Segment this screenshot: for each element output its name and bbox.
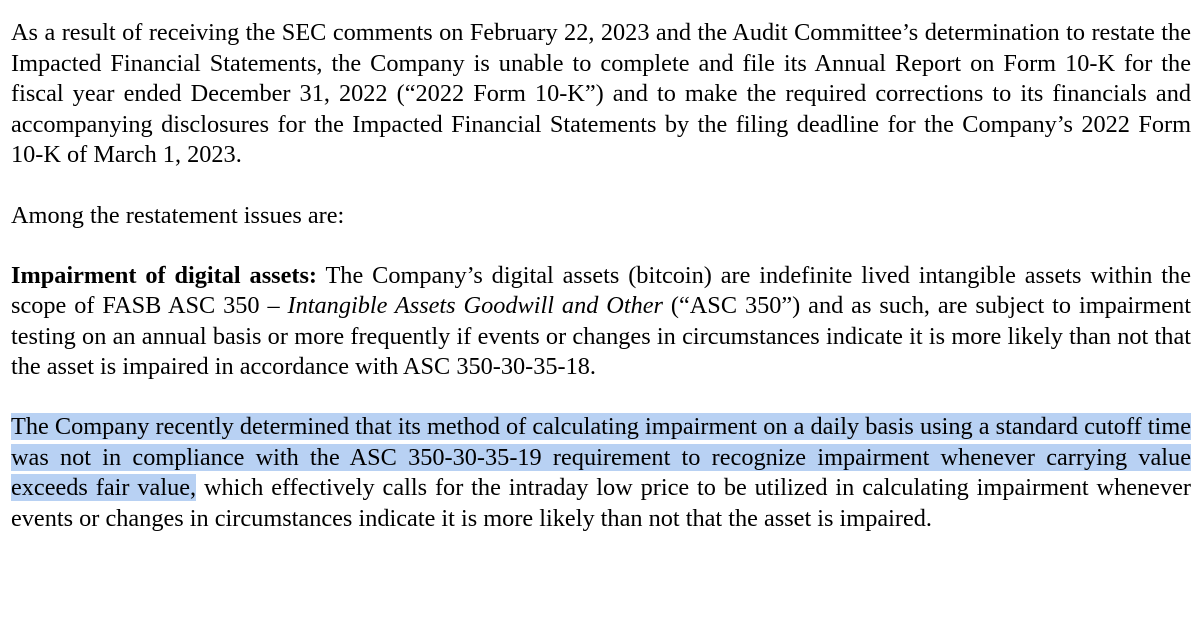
document-body [11, 18, 1191, 534]
paragraph-sec-comments: As a result of receiving the SEC comments on February 22, 2023 and the Audit Committee’s determination to restate the Impacted Financial Statements, the Company is unable to complete and file its Annual Report on Form 10-K for the fiscal year ended December 31, 2022 (“2022 Form 10-K”) and to make the required corrections to its financials and accompanying disclosures for the Impacted Financial Statements by the filing deadline for the Company’s 2022 Form 10-K of March 1, 2023. [11, 19, 1191, 169]
impairment-heading: Impairment of digital assets: [11, 261, 318, 289]
paragraph-restatement-intro: Among the restatement issues are: [11, 201, 345, 229]
paragraph-impairment-method [11, 412, 1191, 534]
paragraph-impairment-digital-assets [11, 261, 1191, 383]
asc-350-title: Intangible Assets Goodwill and Other [287, 292, 663, 320]
impairment-text-b: (“ASC 350”) and as such, are subject to impairment testing on an annual basis or more frequently if events or changes in circumstances indicate it is more likely than not that the asset is impaired in accordance with ASC 350-30-35-18. [11, 292, 1191, 381]
impairment-text-a: The Company’s digital assets (bitcoin) are indefinite lived intangible assets within the scope of FASB ASC 350 – [11, 261, 1191, 320]
highlighted-text-selection[interactable]: The Company recently determined that its method of calculating impairment on a daily basis using a standard cutoff time was not in compliance with the ASC 350-30-35-19 requirement to recognize impairment whenever carrying value exceeds fair value, [11, 412, 1191, 502]
impairment-method-rest: which effectively calls for the intraday low price to be utilized in calculating impairment whenever events or changes in circumstances indicate it is more likely than not that the asset is impaired. [11, 474, 1191, 532]
